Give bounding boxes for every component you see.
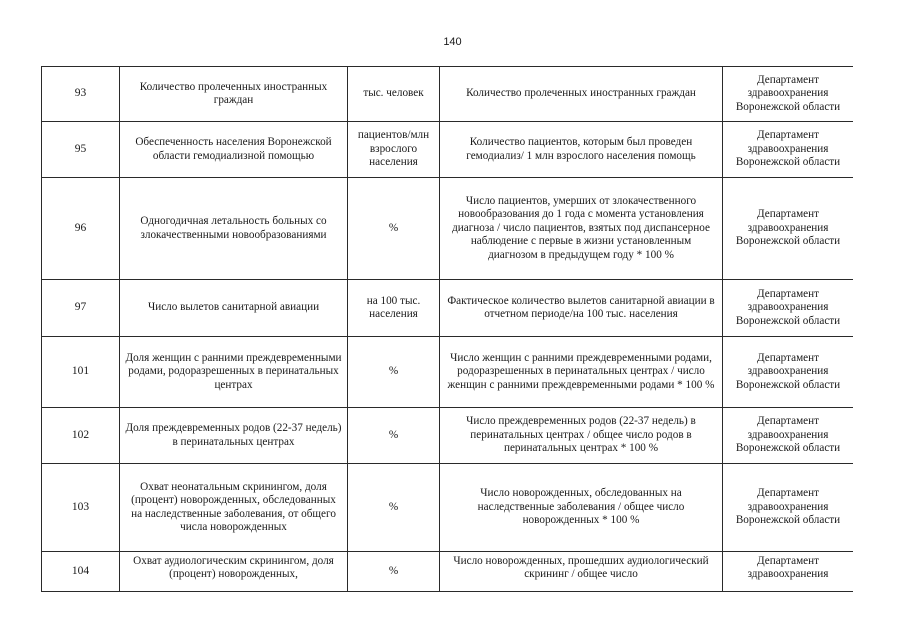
calculation-method: Число преждевременных родов (22-37 недель) в перинатальных центрах / общее число родов в перинатальных центрах * 100 %	[440, 408, 723, 464]
row-number: 93	[42, 67, 120, 122]
responsible-body: Департамент здравоохранения Воронежской области	[723, 408, 854, 464]
unit: пациентов/млн взрослого населения	[348, 122, 440, 178]
responsible-body: Департамент здравоохранения Воронежской области	[723, 337, 854, 408]
responsible-body: Департамент здравоохранения Воронежской области	[723, 67, 854, 122]
indicator-name: Охват аудиологическим скринингом, доля (процент) новорожденных,	[120, 552, 348, 592]
calculation-method: Число новорожденных, прошедших аудиологический скрининг / общее число	[440, 552, 723, 592]
unit: %	[348, 178, 440, 280]
calculation-method: Число пациентов, умерших от злокачественного новообразования до 1 года с момента установления диагноза / число пациентов, взятых под диспансерное наблюдение с первые в жизни установленным диагнозом в предыдущем году * 100 %	[440, 178, 723, 280]
indicator-name: Доля женщин с ранними преждевременными родами, родоразрешенных в перинатальных центрах	[120, 337, 348, 408]
calculation-method: Количество пациентов, которым был проведен гемодиализ/ 1 млн взрослого населения помощь	[440, 122, 723, 178]
indicator-name: Обеспеченность населения Воронежской области гемодиализной помощью	[120, 122, 348, 178]
table-row	[42, 337, 854, 408]
page-number: 140	[443, 36, 462, 48]
row-number: 97	[42, 280, 120, 337]
table-row	[42, 552, 854, 592]
unit: %	[348, 337, 440, 408]
row-number: 104	[42, 552, 120, 592]
table-row	[42, 280, 854, 337]
responsible-body: Департамент здравоохранения Воронежской области	[723, 464, 854, 552]
indicator-name: Число вылетов санитарной авиации	[120, 280, 348, 337]
row-number: 103	[42, 464, 120, 552]
row-number: 95	[42, 122, 120, 178]
indicators-table	[41, 66, 853, 592]
indicator-name: Количество пролеченных иностранных граждан	[120, 67, 348, 122]
row-number: 102	[42, 408, 120, 464]
indicators-table-container	[41, 66, 853, 640]
table-row	[42, 178, 854, 280]
table-row	[42, 67, 854, 122]
calculation-method: Число новорожденных, обследованных на наследственные заболевания / общее число новорожденных * 100 %	[440, 464, 723, 552]
responsible-body: Департамент здравоохранения Воронежской области	[723, 280, 854, 337]
unit: тыс. человек	[348, 67, 440, 122]
indicator-name: Доля преждевременных родов (22-37 недель) в перинатальных центрах	[120, 408, 348, 464]
indicator-name: Охват неонатальным скринингом, доля (процент) новорожденных, обследованных на наследственные заболевания, от общего числа новорожденных	[120, 464, 348, 552]
table-row	[42, 464, 854, 552]
calculation-method: Число женщин с ранними преждевременными родами, родоразрешенных в перинатальных центрах / число женщин с ранними преждевременными родами * 100 %	[440, 337, 723, 408]
unit: %	[348, 552, 440, 592]
row-number: 96	[42, 178, 120, 280]
unit: %	[348, 408, 440, 464]
indicator-name: Одногодичная летальность больных со злокачественными новообразованиями	[120, 178, 348, 280]
unit: %	[348, 464, 440, 552]
responsible-body: Департамент здравоохранения Воронежской области	[723, 122, 854, 178]
row-number: 101	[42, 337, 120, 408]
calculation-method: Фактическое количество вылетов санитарной авиации в отчетном периоде/на 100 тыс. населения	[440, 280, 723, 337]
responsible-body: Департамент здравоохранения	[723, 552, 854, 592]
table-row	[42, 408, 854, 464]
responsible-body: Департамент здравоохранения Воронежской области	[723, 178, 854, 280]
unit: на 100 тыс. населения	[348, 280, 440, 337]
table-row	[42, 122, 854, 178]
calculation-method: Количество пролеченных иностранных граждан	[440, 67, 723, 122]
